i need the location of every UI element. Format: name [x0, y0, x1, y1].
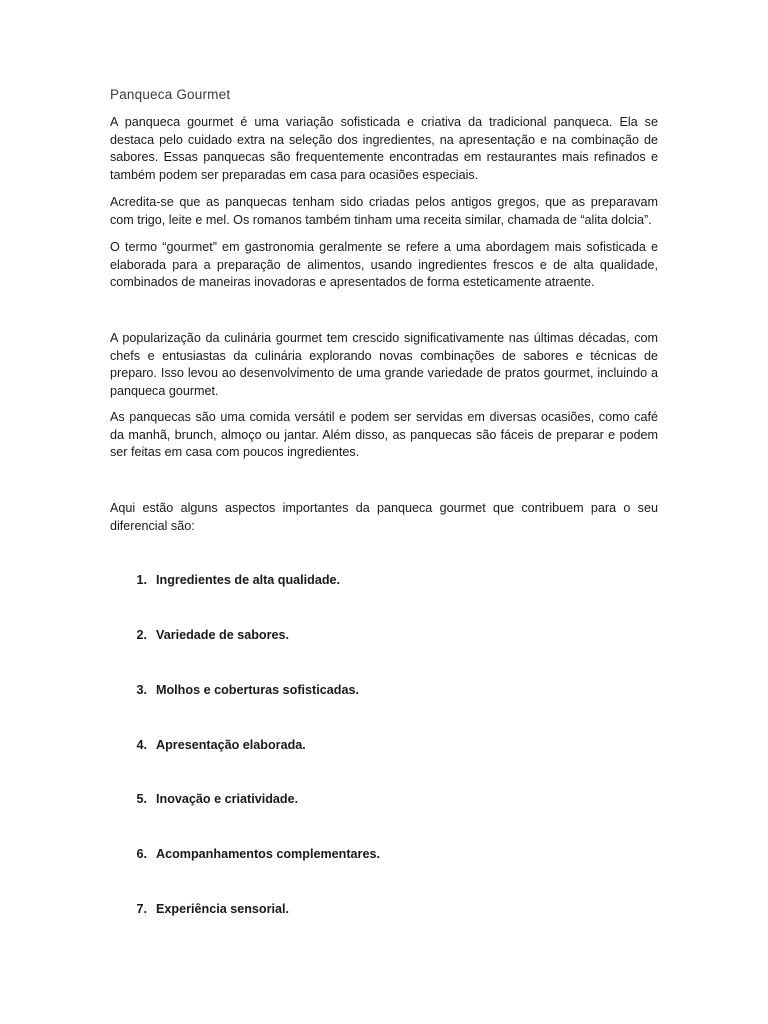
- paragraph-aspects-intro: Aqui estão alguns aspectos importantes da panqueca gourmet que contribuem para o seu diferencial são:: [110, 501, 658, 533]
- list-item-number: 2.: [136, 628, 147, 642]
- list-item-text: Molhos e coberturas sofisticadas.: [156, 683, 359, 697]
- list-item-number: 5.: [136, 792, 147, 806]
- list-item-number: 1.: [136, 573, 147, 587]
- paragraph-gourmet-term: O termo “gourmet” em gastronomia geralmente se refere a uma abordagem mais sofisticada e elaborada para a preparação de alimentos, usando ingredientes frescos e de alta qualidade, combinados de maneiras inovadoras e apresentados de forma esteticamente atraente.: [110, 240, 658, 290]
- list-item-number: 4.: [136, 738, 147, 752]
- paragraph-history: Acredita-se que as panquecas tenham sido criadas pelos antigos gregos, que as preparavam com trigo, leite e mel. Os romanos também tinham uma receita similar, chamada de “alita dolcia”.: [110, 195, 658, 227]
- document-title: Panqueca Gourmet: [110, 87, 231, 102]
- list-item-number: 3.: [136, 683, 147, 697]
- paragraph-versatility: As panquecas são uma comida versátil e podem ser servidas em diversas ocasiões, como café da manhã, brunch, almoço ou jantar. Além disso, as panquecas são fáceis de preparar e podem ser feitas em casa com poucos ingredientes.: [110, 410, 658, 460]
- list-item-text: Ingredientes de alta qualidade.: [156, 573, 341, 587]
- list-item-number: 7.: [136, 902, 147, 916]
- paragraph-popularization: A popularização da culinária gourmet tem crescido significativamente nas últimas décadas, com chefs e entusiastas da culinária explorando novas combinações de sabores e técnicas de preparo. Isso levou ao desenvolvimento de uma grande variedade de pratos gourmet, incluindo a panqueca gourmet.: [110, 331, 658, 398]
- list-item-text: Acompanhamentos complementares.: [156, 847, 380, 861]
- list-item-text: Experiência sensorial.: [156, 902, 290, 916]
- list-item-text: Variedade de sabores.: [156, 628, 290, 642]
- list-item-text: Inovação e criatividade.: [156, 792, 299, 806]
- list-item-number: 6.: [136, 847, 147, 861]
- paragraph-intro: A panqueca gourmet é uma variação sofisticada e criativa da tradicional panqueca. Ela se destaca pelo cuidado extra na seleção dos ingredientes, na apresentação e na combinação de sabores. Essas panquecas são frequentemente encontradas em restaurantes mais refinados e também podem ser preparadas em casa para ocasiões especiais.: [110, 115, 658, 182]
- list-item-text: Apresentação elaborada.: [156, 738, 306, 752]
